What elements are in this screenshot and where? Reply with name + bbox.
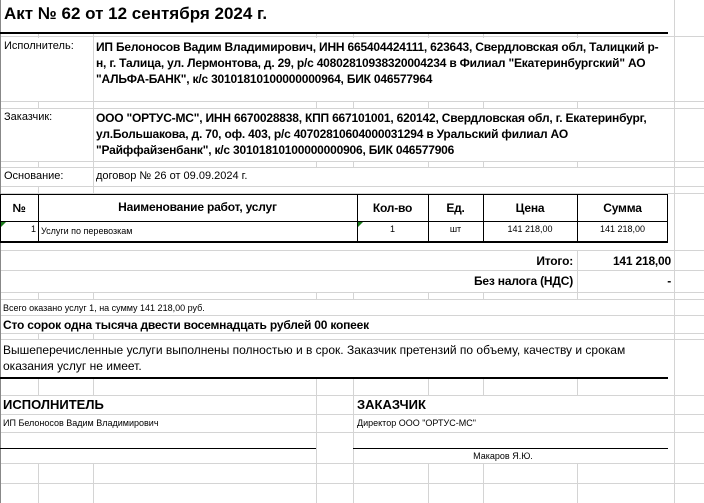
- row-qty: 1: [389, 224, 395, 234]
- customer-signature-position: Директор ООО "ОРТУС-МС": [357, 418, 476, 428]
- total-label: Итого:: [536, 254, 573, 268]
- row-unit: шт: [449, 224, 462, 234]
- header-price: Цена: [515, 201, 545, 215]
- customer-line-1: ООО "ОРТУС-МС", ИНН 6670028838, КПП 667101001, 620142, Свердловская обл, г. Екатеринбург,: [96, 111, 647, 125]
- customer-signature-heading: ЗАКАЗЧИК: [357, 397, 426, 412]
- services-summary: Всего оказано услуг 1, на сумму 141 218,00 руб.: [3, 303, 205, 313]
- amount-in-words: Сто сорок одна тысяча двести восемнадцать рублей 00 копеек: [3, 318, 369, 332]
- executor-signature-name: ИП Белоносов Вадим Владимирович: [3, 418, 159, 428]
- customer-signature-name: Макаров Я.Ю.: [473, 451, 533, 461]
- basis-label: Основание:: [4, 170, 64, 182]
- customer-line-3: "Райффайзенбанк", к/с 30101810100000000906, БИК 046577906: [96, 143, 455, 157]
- header-qty: Кол-во: [372, 201, 413, 215]
- row-sum: 141 218,00: [599, 224, 646, 234]
- row-num: 1: [30, 224, 36, 234]
- header-num: №: [12, 201, 26, 215]
- basis-value: договор № 26 от 09.09.2024 г.: [96, 170, 248, 182]
- row-name: Услуги по перевозкам: [41, 226, 133, 236]
- customer-label: Заказчик:: [4, 111, 53, 123]
- executor-line-1: ИП Белоносов Вадим Владимирович, ИНН 665404424111, 623643, Свердловская обл, Талицкий р-: [96, 40, 659, 54]
- document-title: Акт № 62 от 12 сентября 2024 г.: [4, 4, 268, 23]
- executor-line-2: н, г. Талица, ул. Лермонтова, д. 29, р/с 40802810938320004234 в Филиал "Екатеринбургский" АО: [96, 56, 646, 70]
- header-name: Наименование работ, услуг: [118, 200, 277, 214]
- statement-line-2: оказания услуг не имеет.: [3, 359, 142, 373]
- total-value: 141 218,00: [612, 254, 671, 268]
- vat-value: -: [667, 274, 671, 288]
- header-sum: Сумма: [603, 201, 642, 215]
- row-price: 141 218,00: [507, 224, 553, 234]
- executor-line-3: "АЛЬФА-БАНК", к/с 30101810100000000964, БИК 046577964: [96, 72, 433, 86]
- executor-signature-heading: ИСПОЛНИТЕЛЬ: [3, 397, 104, 412]
- vat-label: Без налога (НДС): [474, 274, 573, 288]
- executor-label: Исполнитель:: [4, 40, 74, 52]
- customer-line-2: ул.Большакова, д. 70, оф. 403, р/с 40702810604000031294 в Уральский филиал АО: [96, 127, 568, 141]
- statement-line-1: Вышеперечисленные услуги выполнены полностью и в срок. Заказчик претензий по объему, качеству и срокам: [3, 343, 626, 357]
- header-unit: Ед.: [446, 201, 465, 215]
